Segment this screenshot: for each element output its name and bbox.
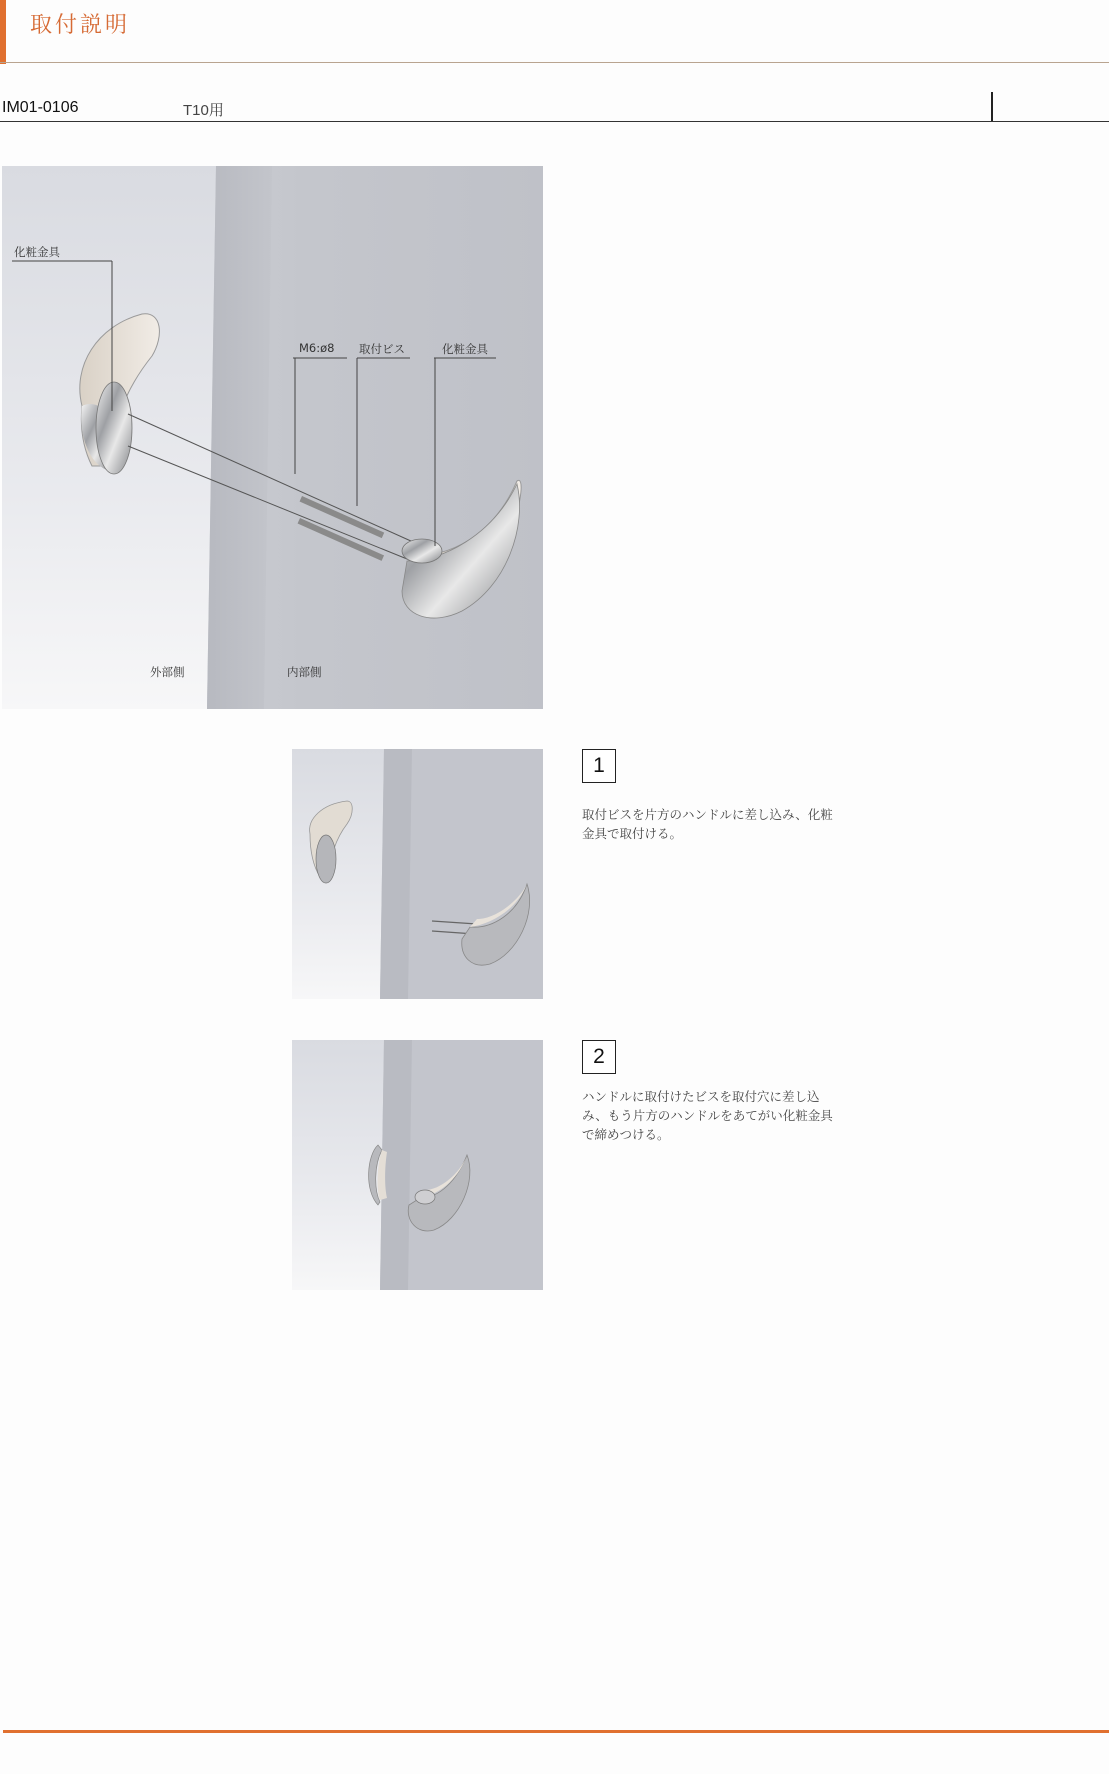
callout-screw-size: M6:ø8 bbox=[299, 341, 335, 355]
page-title: 取付説明 bbox=[30, 13, 131, 38]
step-1-instruction: 取付ビスを片方のハンドルに差し込み、化粧金具で取付ける。 bbox=[582, 807, 833, 841]
label-inside: 内部側 bbox=[287, 665, 322, 679]
step-2-instruction: ハンドルに取付けたビスを取付穴に差し込み、もう片方のハンドルをあてがい化粧金具で締めつける。 bbox=[582, 1089, 833, 1142]
step-1-number: 1 bbox=[582, 749, 616, 783]
step-2-illustration bbox=[292, 1040, 543, 1290]
label-outside: 外部側 bbox=[150, 665, 185, 679]
callout-escutcheon-left: 化粧金具 bbox=[14, 245, 60, 259]
header-accent-bar bbox=[0, 0, 6, 64]
callout-escutcheon-right: 化粧金具 bbox=[442, 342, 488, 356]
step-1-drawing bbox=[292, 749, 543, 999]
header-divider bbox=[0, 62, 1109, 63]
model-code: IM01-0106 bbox=[2, 99, 79, 116]
callout-mount-screw: 取付ビス bbox=[359, 342, 405, 356]
footer-accent-rule bbox=[3, 1730, 1109, 1733]
spec-divider bbox=[0, 121, 1109, 122]
step-1-illustration bbox=[292, 749, 543, 999]
exploded-assembly-illustration bbox=[2, 166, 543, 709]
exploded-assembly-drawing bbox=[2, 166, 543, 709]
step-2-drawing bbox=[292, 1040, 543, 1290]
step-2-number: 2 bbox=[582, 1040, 616, 1074]
spec-divider-tick bbox=[991, 92, 993, 121]
model-compatibility: T10用 bbox=[183, 102, 224, 119]
